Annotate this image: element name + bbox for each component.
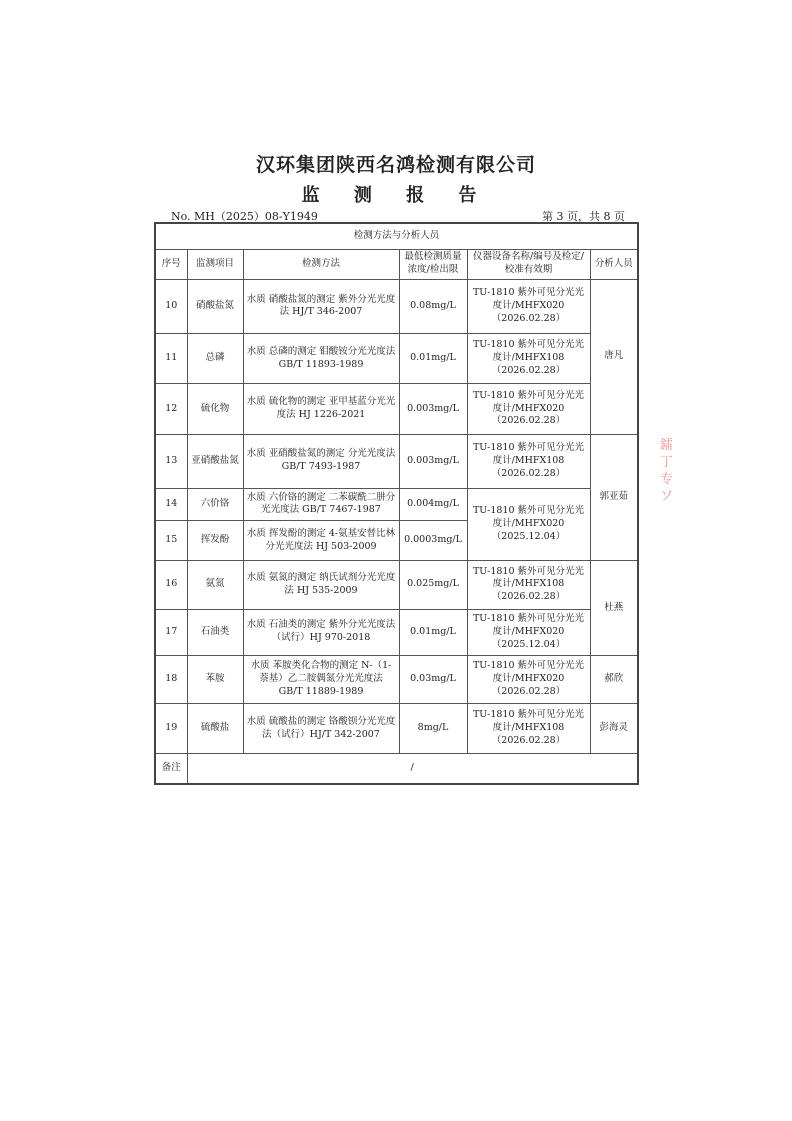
method-cell: 水质 六价铬的测定 二苯碳酰二肼分光光度法 GB/T 7467-1987 bbox=[243, 488, 399, 520]
item-cell: 石油类 bbox=[187, 609, 243, 655]
method-cell: 水质 硫酸盐的测定 铬酸钡分光光度法（试行）HJ/T 342-2007 bbox=[243, 703, 399, 753]
limit-cell: 0.01mg/L bbox=[399, 334, 467, 384]
remarks-row bbox=[155, 754, 638, 784]
instrument-cell: TU-1810 紫外可见分光光度计/MHFX020（2025.12.04） bbox=[467, 609, 590, 655]
limit-cell: 0.003mg/L bbox=[399, 384, 467, 434]
seq-cell: 15 bbox=[155, 521, 187, 561]
table-row bbox=[155, 434, 638, 488]
table-row bbox=[155, 488, 638, 520]
section-title: 检测方法与分析人员 bbox=[155, 223, 638, 249]
table-row bbox=[155, 655, 638, 703]
item-cell: 挥发酚 bbox=[187, 521, 243, 561]
analyst-cell: 唐凡 bbox=[590, 279, 638, 434]
seq-cell: 12 bbox=[155, 384, 187, 434]
header-analyst: 分析人员 bbox=[590, 249, 638, 279]
seq-cell: 18 bbox=[155, 655, 187, 703]
limit-cell: 0.01mg/L bbox=[399, 609, 467, 655]
item-cell: 硝酸盐氮 bbox=[187, 279, 243, 333]
header-instrument: 仪器设备名称/编号及检定/校准有效期 bbox=[467, 249, 590, 279]
seq-cell: 11 bbox=[155, 334, 187, 384]
methods-table bbox=[154, 222, 639, 785]
document-number: No. MH（2025）08-Y1949 bbox=[171, 210, 318, 223]
limit-cell: 0.003mg/L bbox=[399, 434, 467, 488]
analyst-cell: 郝欣 bbox=[590, 655, 638, 703]
item-cell: 六价铬 bbox=[187, 488, 243, 520]
method-cell: 水质 硝酸盐氮的测定 紫外分光光度法 HJ/T 346-2007 bbox=[243, 279, 399, 333]
limit-cell: 0.004mg/L bbox=[399, 488, 467, 520]
limit-cell: 8mg/L bbox=[399, 703, 467, 753]
item-cell: 亚硝酸盐氮 bbox=[187, 434, 243, 488]
instrument-cell: TU-1810 紫外可见分光光度计/MHFX020（2026.02.28） bbox=[467, 279, 590, 333]
table-row bbox=[155, 609, 638, 655]
header-seq: 序号 bbox=[155, 249, 187, 279]
instrument-cell: TU-1810 紫外可见分光光度计/MHFX108（2026.02.28） bbox=[467, 561, 590, 609]
method-cell: 水质 硫化物的测定 亚甲基蓝分光光度法 HJ 1226-2021 bbox=[243, 384, 399, 434]
instrument-cell: TU-1810 紫外可见分光光度计/MHFX108（2026.02.28） bbox=[467, 703, 590, 753]
instrument-cell: TU-1810 紫外可见分光光度计/MHFX020（2026.02.28） bbox=[467, 384, 590, 434]
table-title-row bbox=[155, 223, 638, 249]
seq-cell: 19 bbox=[155, 703, 187, 753]
seq-cell: 10 bbox=[155, 279, 187, 333]
item-cell: 硫化物 bbox=[187, 384, 243, 434]
item-cell: 苯胺 bbox=[187, 655, 243, 703]
analyst-cell: 杜燕 bbox=[590, 561, 638, 655]
company-name: 汉环集团陕西名鸿检测有限公司 bbox=[255, 154, 536, 176]
limit-cell: 0.0003mg/L bbox=[399, 521, 467, 561]
analyst-cell: 郭亚茹 bbox=[590, 434, 638, 561]
analyst-cell: 彭海灵 bbox=[590, 703, 638, 753]
limit-cell: 0.03mg/L bbox=[399, 655, 467, 703]
table-row bbox=[155, 703, 638, 753]
seq-cell: 14 bbox=[155, 488, 187, 520]
method-cell: 水质 挥发酚的测定 4-氨基安替比林分光光度法 HJ 503-2009 bbox=[243, 521, 399, 561]
method-cell: 水质 石油类的测定 紫外分光光度法（试行）HJ 970-2018 bbox=[243, 609, 399, 655]
item-cell: 总磷 bbox=[187, 334, 243, 384]
remarks-value: / bbox=[187, 754, 638, 784]
method-cell: 水质 苯胺类化合物的测定 N-（1-萘基）乙二胺偶氮分光光度法 GB/T 11889-1989 bbox=[243, 655, 399, 703]
instrument-cell: TU-1810 紫外可见分光光度计/MHFX108（2026.02.28） bbox=[467, 334, 590, 384]
method-cell: 水质 亚硝酸盐氮的测定 分光光度法 GB/T 7493-1987 bbox=[243, 434, 399, 488]
header-item: 监测项目 bbox=[187, 249, 243, 279]
header-limit: 最低检测质量浓度/检出限 bbox=[399, 249, 467, 279]
seq-cell: 13 bbox=[155, 434, 187, 488]
method-cell: 水质 氨氮的测定 纳氏试剂分光光度法 HJ 535-2009 bbox=[243, 561, 399, 609]
page-info: 第 3 页，共 8 页 bbox=[542, 210, 625, 223]
table-row bbox=[155, 334, 638, 384]
item-cell: 氨氮 bbox=[187, 561, 243, 609]
header-row bbox=[155, 249, 638, 279]
remarks-label: 备注 bbox=[155, 754, 187, 784]
limit-cell: 0.08mg/L bbox=[399, 279, 467, 333]
instrument-cell: TU-1810 紫外可见分光光度计/MHFX020（2026.02.28） bbox=[467, 655, 590, 703]
instrument-cell: TU-1810 紫外可见分光光度计/MHFX020（2025.12.04） bbox=[467, 488, 590, 560]
report-title: 监 测 报 告 bbox=[301, 185, 491, 206]
table-row bbox=[155, 561, 638, 609]
item-cell: 硫酸盐 bbox=[187, 703, 243, 753]
header-method: 检测方法 bbox=[243, 249, 399, 279]
table-row bbox=[155, 279, 638, 333]
limit-cell: 0.025mg/L bbox=[399, 561, 467, 609]
table-row bbox=[155, 384, 638, 434]
method-cell: 水质 总磷的测定 钼酸铵分光光度法 GB/T 11893-1989 bbox=[243, 334, 399, 384]
seq-cell: 17 bbox=[155, 609, 187, 655]
seq-cell: 16 bbox=[155, 561, 187, 609]
instrument-cell: TU-1810 紫外可见分光光度计/MHFX108（2026.02.28） bbox=[467, 434, 590, 488]
seal-stamp-fragment: 鐳 丁 专 ソ bbox=[660, 438, 674, 504]
